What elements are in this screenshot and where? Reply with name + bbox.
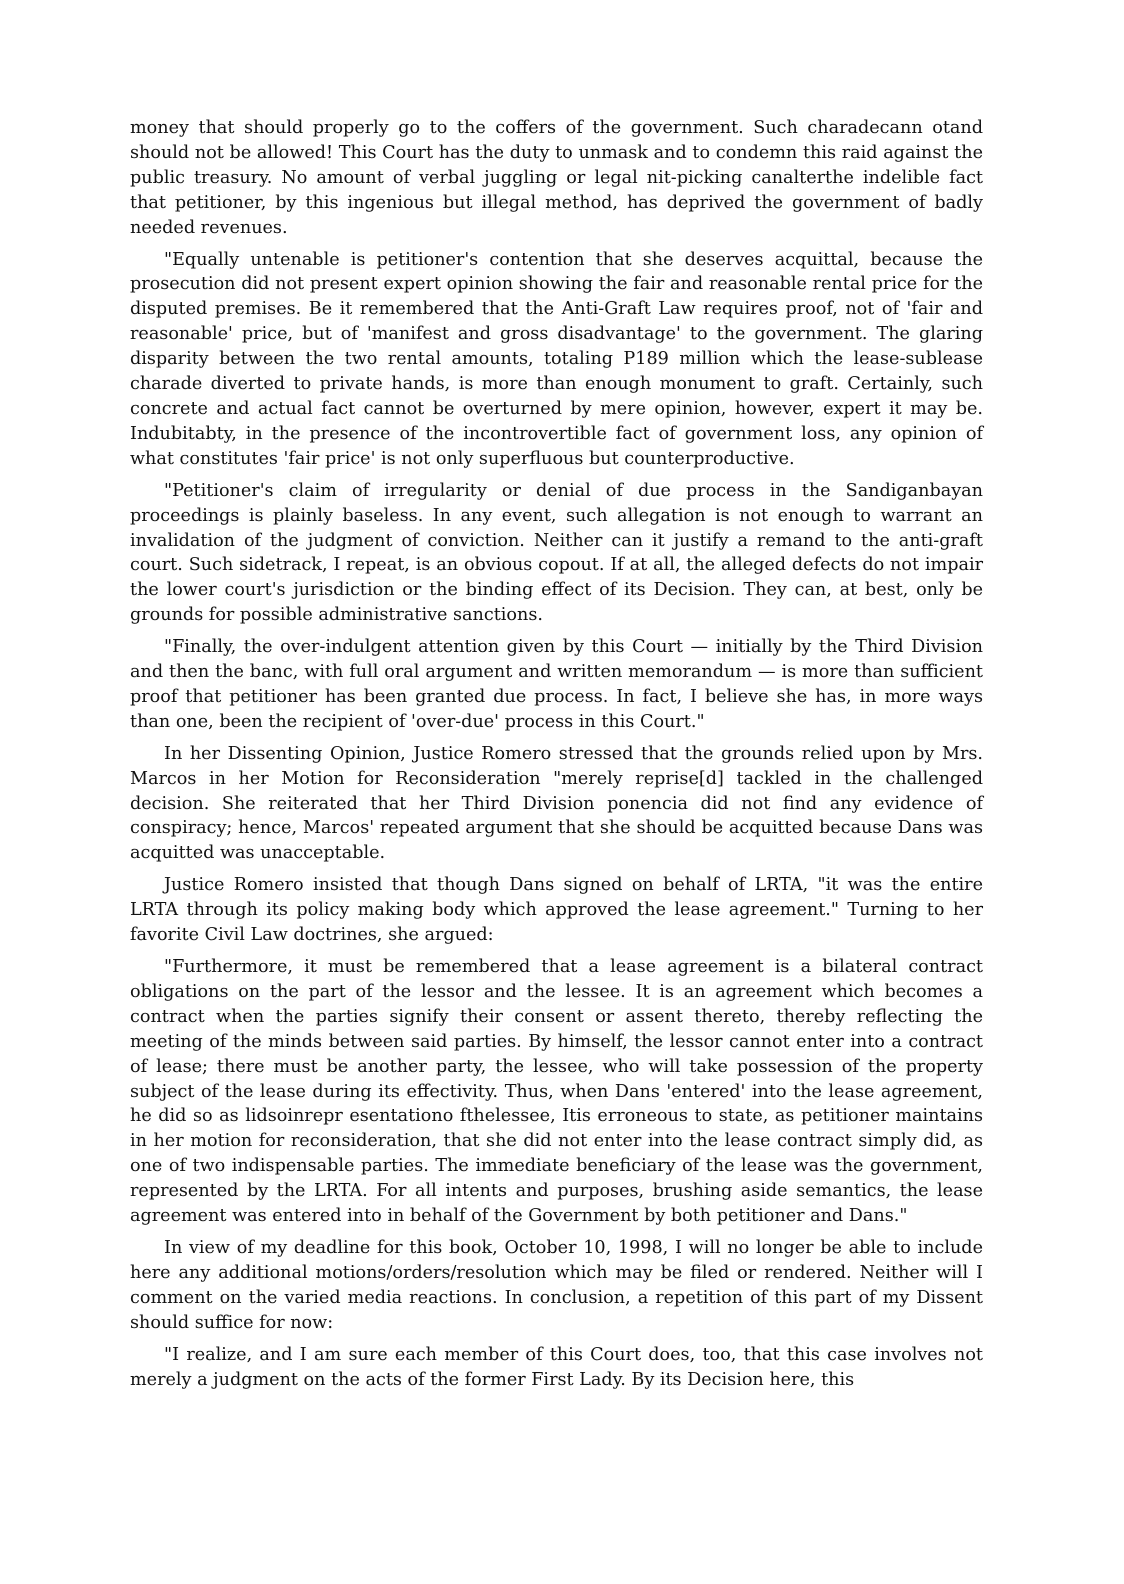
document-page (130, 116, 983, 1399)
paragraph: "Equally untenable is petitioner's contention that she deserves acquittal, because the prosecution did not present expert opinion showing the fair and reasonable rental price for the disputed premises. Be it remembered that the Anti-Graft Law requires proof, not of 'fair and reasonable' price, but of 'manifest and gross disadvantage' to the government. The glaring disparity between the two rental amounts, totaling P189 million which the lease-sublease charade diverted to private hands, is more than enough monument to graft. Certainly, such concrete and actual fact cannot be overturned by mere opinion, however, expert it may be. Indubitabty, in the presence of the incontrovertible fact of government loss, any opinion of what constitutes 'fair price' is not only superfluous but counterproductive. (130, 249, 983, 469)
paragraph: "Petitioner's claim of irregularity or denial of due process in the Sandiganbayan proceedings is plainly baseless. In any event, such allegation is not enough to warrant an invalidation of the judgment of conviction. Neither can it justify a remand to the anti-graft court. Such sidetrack, I repeat, is an obvious copout. If at all, the alleged defects do not impair the lower court's jurisdiction or the binding effect of its Decision. They can, at best, only be grounds for possible administrative sanctions. (130, 480, 983, 626)
paragraph: "I realize, and I am sure each member of this Court does, too, that this case involves not merely a judgment on the acts of the former First Lady. By its Decision here, this (130, 1344, 983, 1390)
paragraph: In her Dissenting Opinion, Justice Romero stressed that the grounds relied upon by Mrs. Marcos in her Motion for Reconsideration "merely reprise[d] tackled in the challenged decision. She reiterated that her Third Division ponencia did not find any evidence of conspiracy; hence, Marcos' repeated argument that she should be acquitted because Dans was acquitted was unacceptable. (130, 743, 983, 864)
paragraph: money that should properly go to the coffers of the government. Such charadecann otand should not be allowed! This Court has the duty to unmask and to condemn this raid against the public treasury. No amount of verbal juggling or legal nit-picking canalterthe indelible fact that petitioner, by this ingenious but illegal method, has deprived the government of badly needed revenues. (130, 118, 983, 238)
paragraph: "Finally, the over-indulgent attention given by this Court — initially by the Third Division and then the banc, with full oral argument and written memorandum — is more than sufficient proof that petitioner has been granted due process. In fact, I believe she has, in more ways than one, been the recipient of 'over-due' process in this Court." (130, 637, 983, 732)
paragraph: Justice Romero insisted that though Dans signed on behalf of LRTA, "it was the entire LRTA through its policy making body which approved the lease agreement." Turning to her favorite Civil Law doctrines, she argued: (130, 875, 983, 946)
paragraph: "Furthermore, it must be remembered that a lease agreement is a bilateral contract obligations on the part of the lessor and the lessee. It is an agreement which becomes a contract when the parties signify their consent or assent thereto, thereby reflecting the meeting of the minds between said parties. By himself, the lessor cannot enter into a contract of lease; there must be another party, the lessee, who will take possession of the property subject of the lease during its effectivity. Thus, when Dans 'entered' into the lease agreement, he did so as lidsoinrepr esentationo fthelessee, Itis erroneous to state, as petitioner maintains in her motion for reconsideration, that she did not enter into the lease contract simply did, as one of two indispensable parties. The immediate beneficiary of the lease was the government, represented by the LRTA. For all intents and purposes, brushing aside semantics, the lease agreement was entered into in behalf of the Government by both petitioner and Dans." (130, 957, 983, 1227)
paragraph: In view of my deadline for this book, October 10, 1998, I will no longer be able to include here any additional motions/orders/resolution which may be filed or rendered. Neither will I comment on the varied media reactions. In conclusion, a repetition of this part of my Dissent should suffice for now: (130, 1237, 983, 1333)
